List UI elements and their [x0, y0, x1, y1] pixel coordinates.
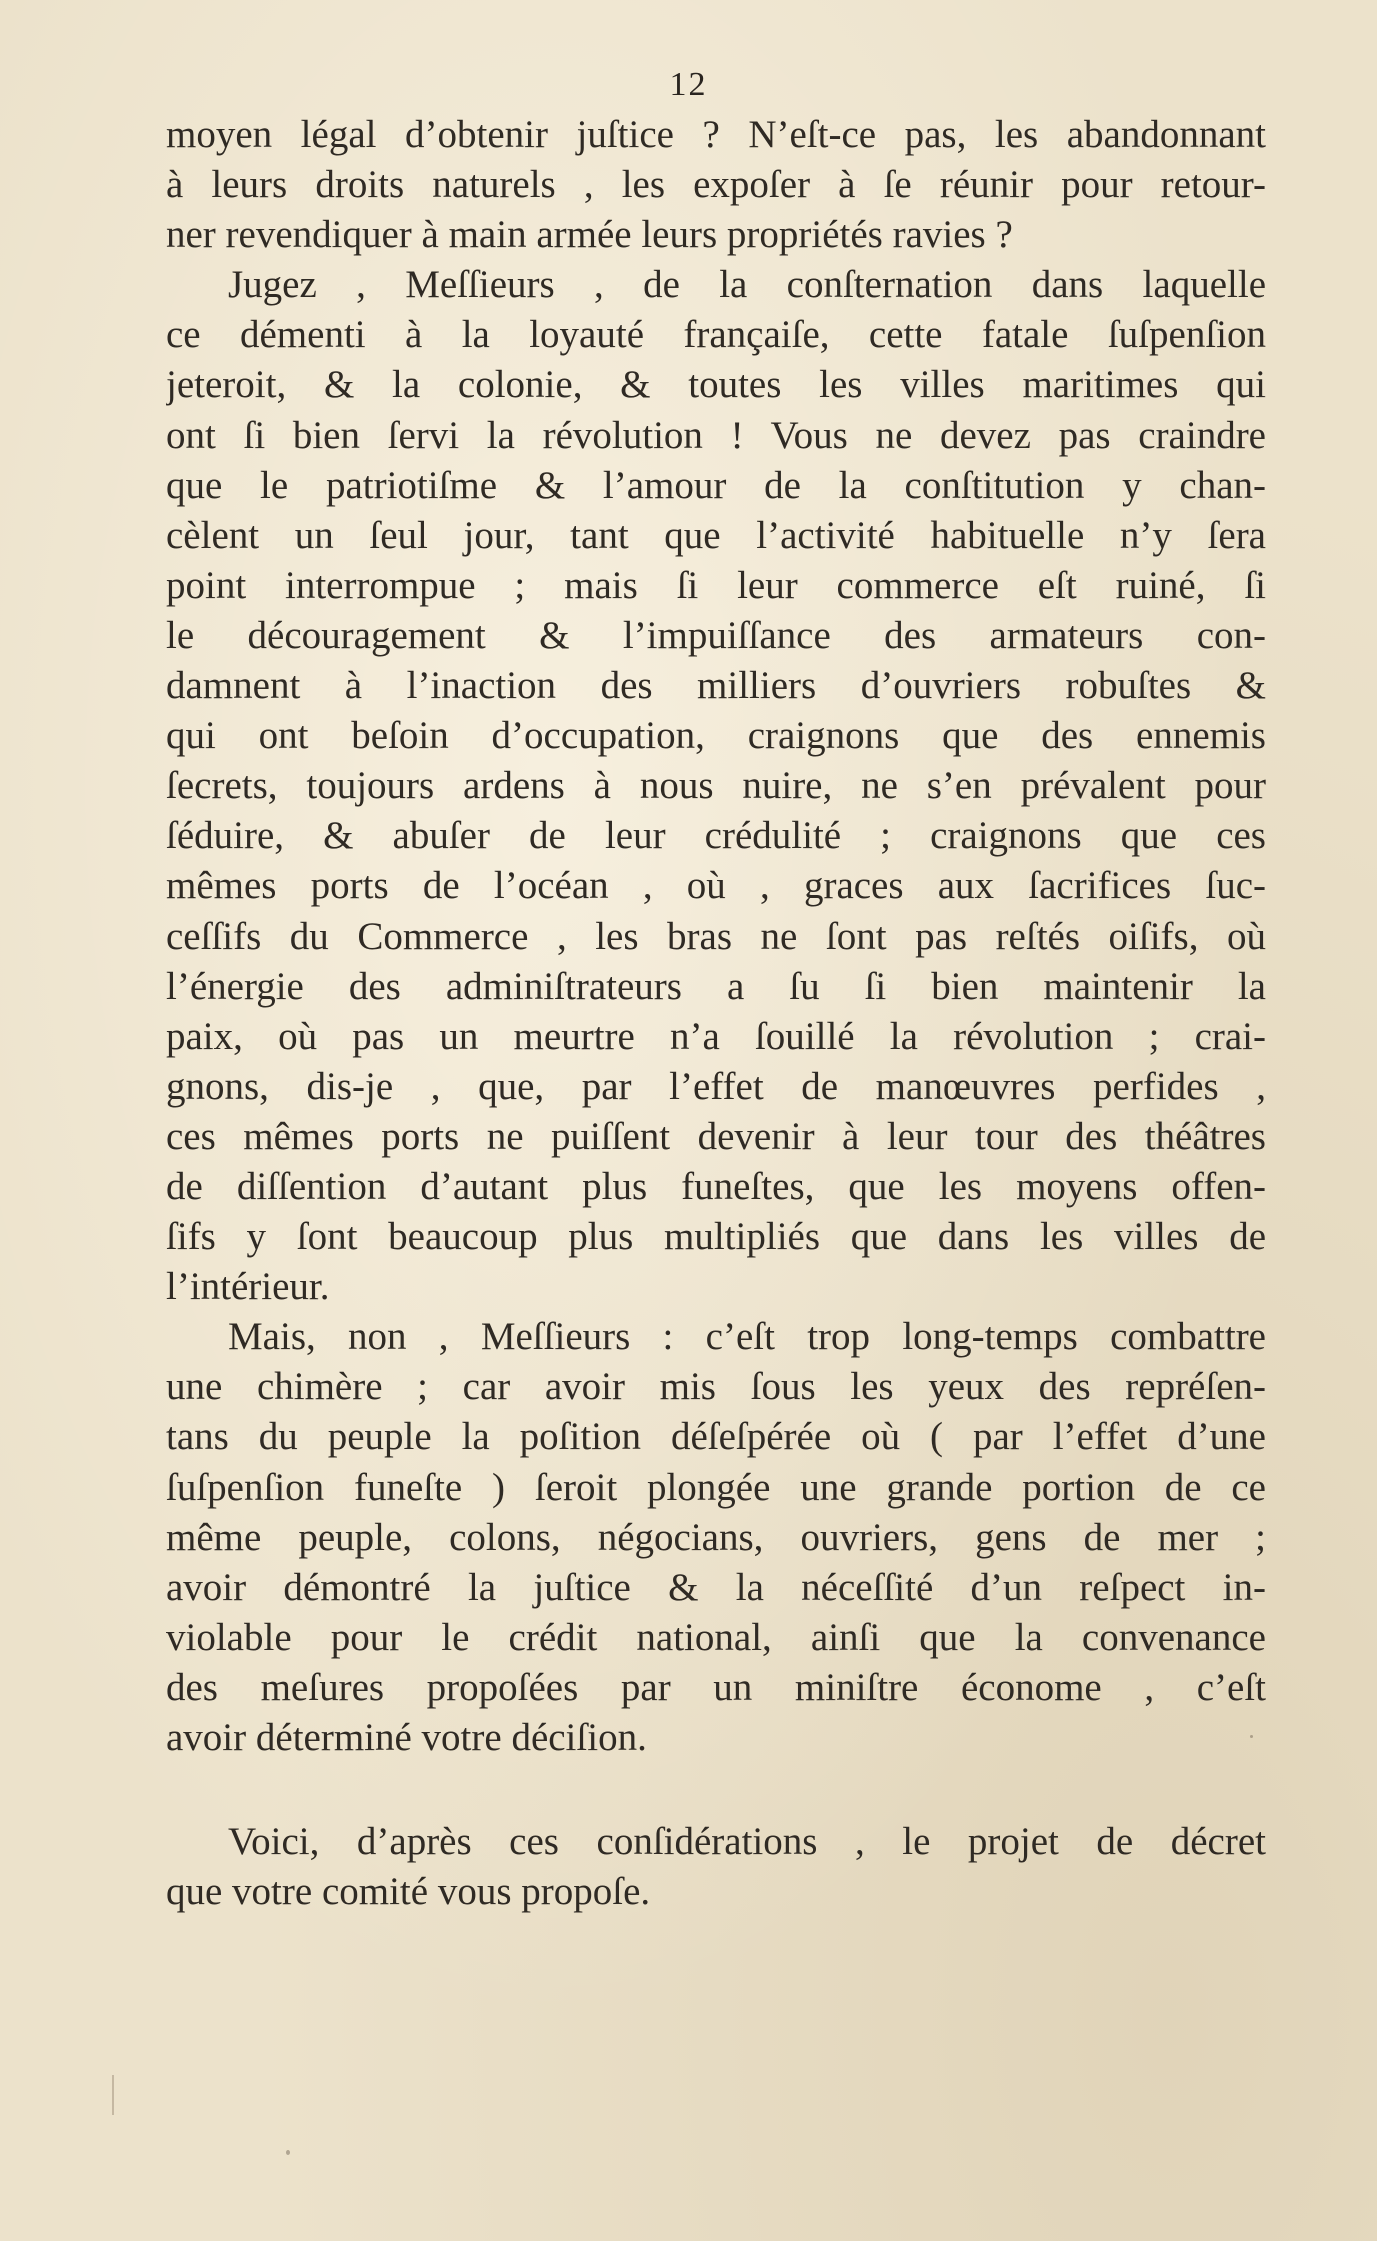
paragraph: [166, 110, 1266, 260]
text-line: ce démenti à la loyauté françaiſe, cette fatale ſuſpenſion: [166, 313, 1266, 357]
text-line: point interrompue ; mais ſi leur commerce eſt ruiné, ſi: [166, 563, 1266, 607]
paper-mark: [112, 2075, 114, 2115]
text-line: à leurs droits naturels , les expoſer à ſe réunir pour retour-: [166, 163, 1266, 207]
text-line: damnent à l’inaction des milliers d’ouvriers robuſtes &: [166, 664, 1266, 708]
text-line: une chimère ; car avoir mis ſous les yeux des repréſen-: [166, 1365, 1266, 1409]
page-number: 12: [669, 66, 708, 103]
paragraph: [166, 260, 1266, 1312]
body-text: [166, 110, 1266, 1917]
text-line: jeteroit, & la colonie, & toutes les villes maritimes qui: [166, 363, 1266, 407]
text-line: gnons, dis-je , que, par l’effet de manœuvres perfides ,: [166, 1064, 1266, 1108]
paragraph-spacer: [166, 1763, 1266, 1817]
text-line: ſecrets, toujours ardens à nous nuire, ne s’en prévalent pour: [166, 764, 1266, 808]
text-line: cèlent un ſeul jour, tant que l’activité habituelle n’y ſera: [166, 513, 1266, 557]
text-line: que votre comité vous propoſe.: [166, 1870, 651, 1914]
paragraph: [166, 1817, 1266, 1917]
text-line: des meſures propoſées par un miniſtre économe , c’eſt: [166, 1665, 1266, 1709]
text-line: que le patriotiſme & l’amour de la conſtitution y chan-: [166, 463, 1266, 507]
text-line: ceſſifs du Commerce , les bras ne ſont pas reſtés oiſifs, où: [166, 914, 1266, 958]
text-line: Voici, d’après ces conſidérations , le projet de décret: [228, 1820, 1266, 1864]
text-line: Jugez , Meſſieurs , de la conſternation dans laquelle: [228, 263, 1266, 307]
text-line: de diſſention d’autant plus funeſtes, que les moyens offen-: [166, 1164, 1266, 1208]
text-line: même peuple, colons, négocians, ouvriers, gens de mer ;: [166, 1515, 1266, 1559]
text-line: ſuſpenſion funeſte ) ſeroit plongée une grande portion de ce: [166, 1465, 1266, 1509]
text-line: l’intérieur.: [166, 1265, 330, 1309]
text-line: avoir démontré la juſtice & la néceſſité d’un reſpect in-: [166, 1565, 1266, 1609]
text-line: qui ont beſoin d’occupation, craignons que des ennemis: [166, 714, 1266, 758]
text-line: mêmes ports de l’océan , où , graces aux ſacrifices ſuc-: [166, 864, 1266, 908]
text-line: avoir déterminé votre déciſion.: [166, 1716, 647, 1759]
text-line: paix, où pas un meurtre n’a ſouillé la révolution ; crai-: [166, 1014, 1266, 1058]
text-line: le découragement & l’impuiſſance des armateurs con-: [166, 613, 1266, 657]
text-line: violable pour le crédit national, ainſi que la convenance: [166, 1615, 1266, 1659]
text-line: tans du peuple la poſition déſeſpérée où ( par l’effet d’une: [166, 1415, 1266, 1459]
text-line: ner revendiquer à main armée leurs propriétés ravies ?: [166, 213, 1013, 257]
text-line: ces mêmes ports ne puiſſent devenir à leur tour des théâtres: [166, 1114, 1266, 1158]
paragraph: [166, 1312, 1266, 1763]
text-line: Mais, non , Meſſieurs : c’eſt trop long-temps combattre: [228, 1315, 1266, 1359]
text-line: ont ſi bien ſervi la révolution ! Vous ne devez pas craindre: [166, 413, 1266, 457]
paper-speck: [1250, 1735, 1253, 1738]
paper-speck: [286, 2150, 290, 2155]
text-line: l’énergie des adminiſtrateurs a ſu ſi bien maintenir la: [166, 964, 1266, 1008]
text-line: ſifs y ſont beaucoup plus multipliés que dans les villes de: [166, 1215, 1266, 1259]
text-line: moyen légal d’obtenir juſtice ? N’eſt-ce pas, les abandonnant: [166, 113, 1266, 156]
text-line: ſéduire, & abuſer de leur crédulité ; craignons que ces: [166, 814, 1266, 858]
